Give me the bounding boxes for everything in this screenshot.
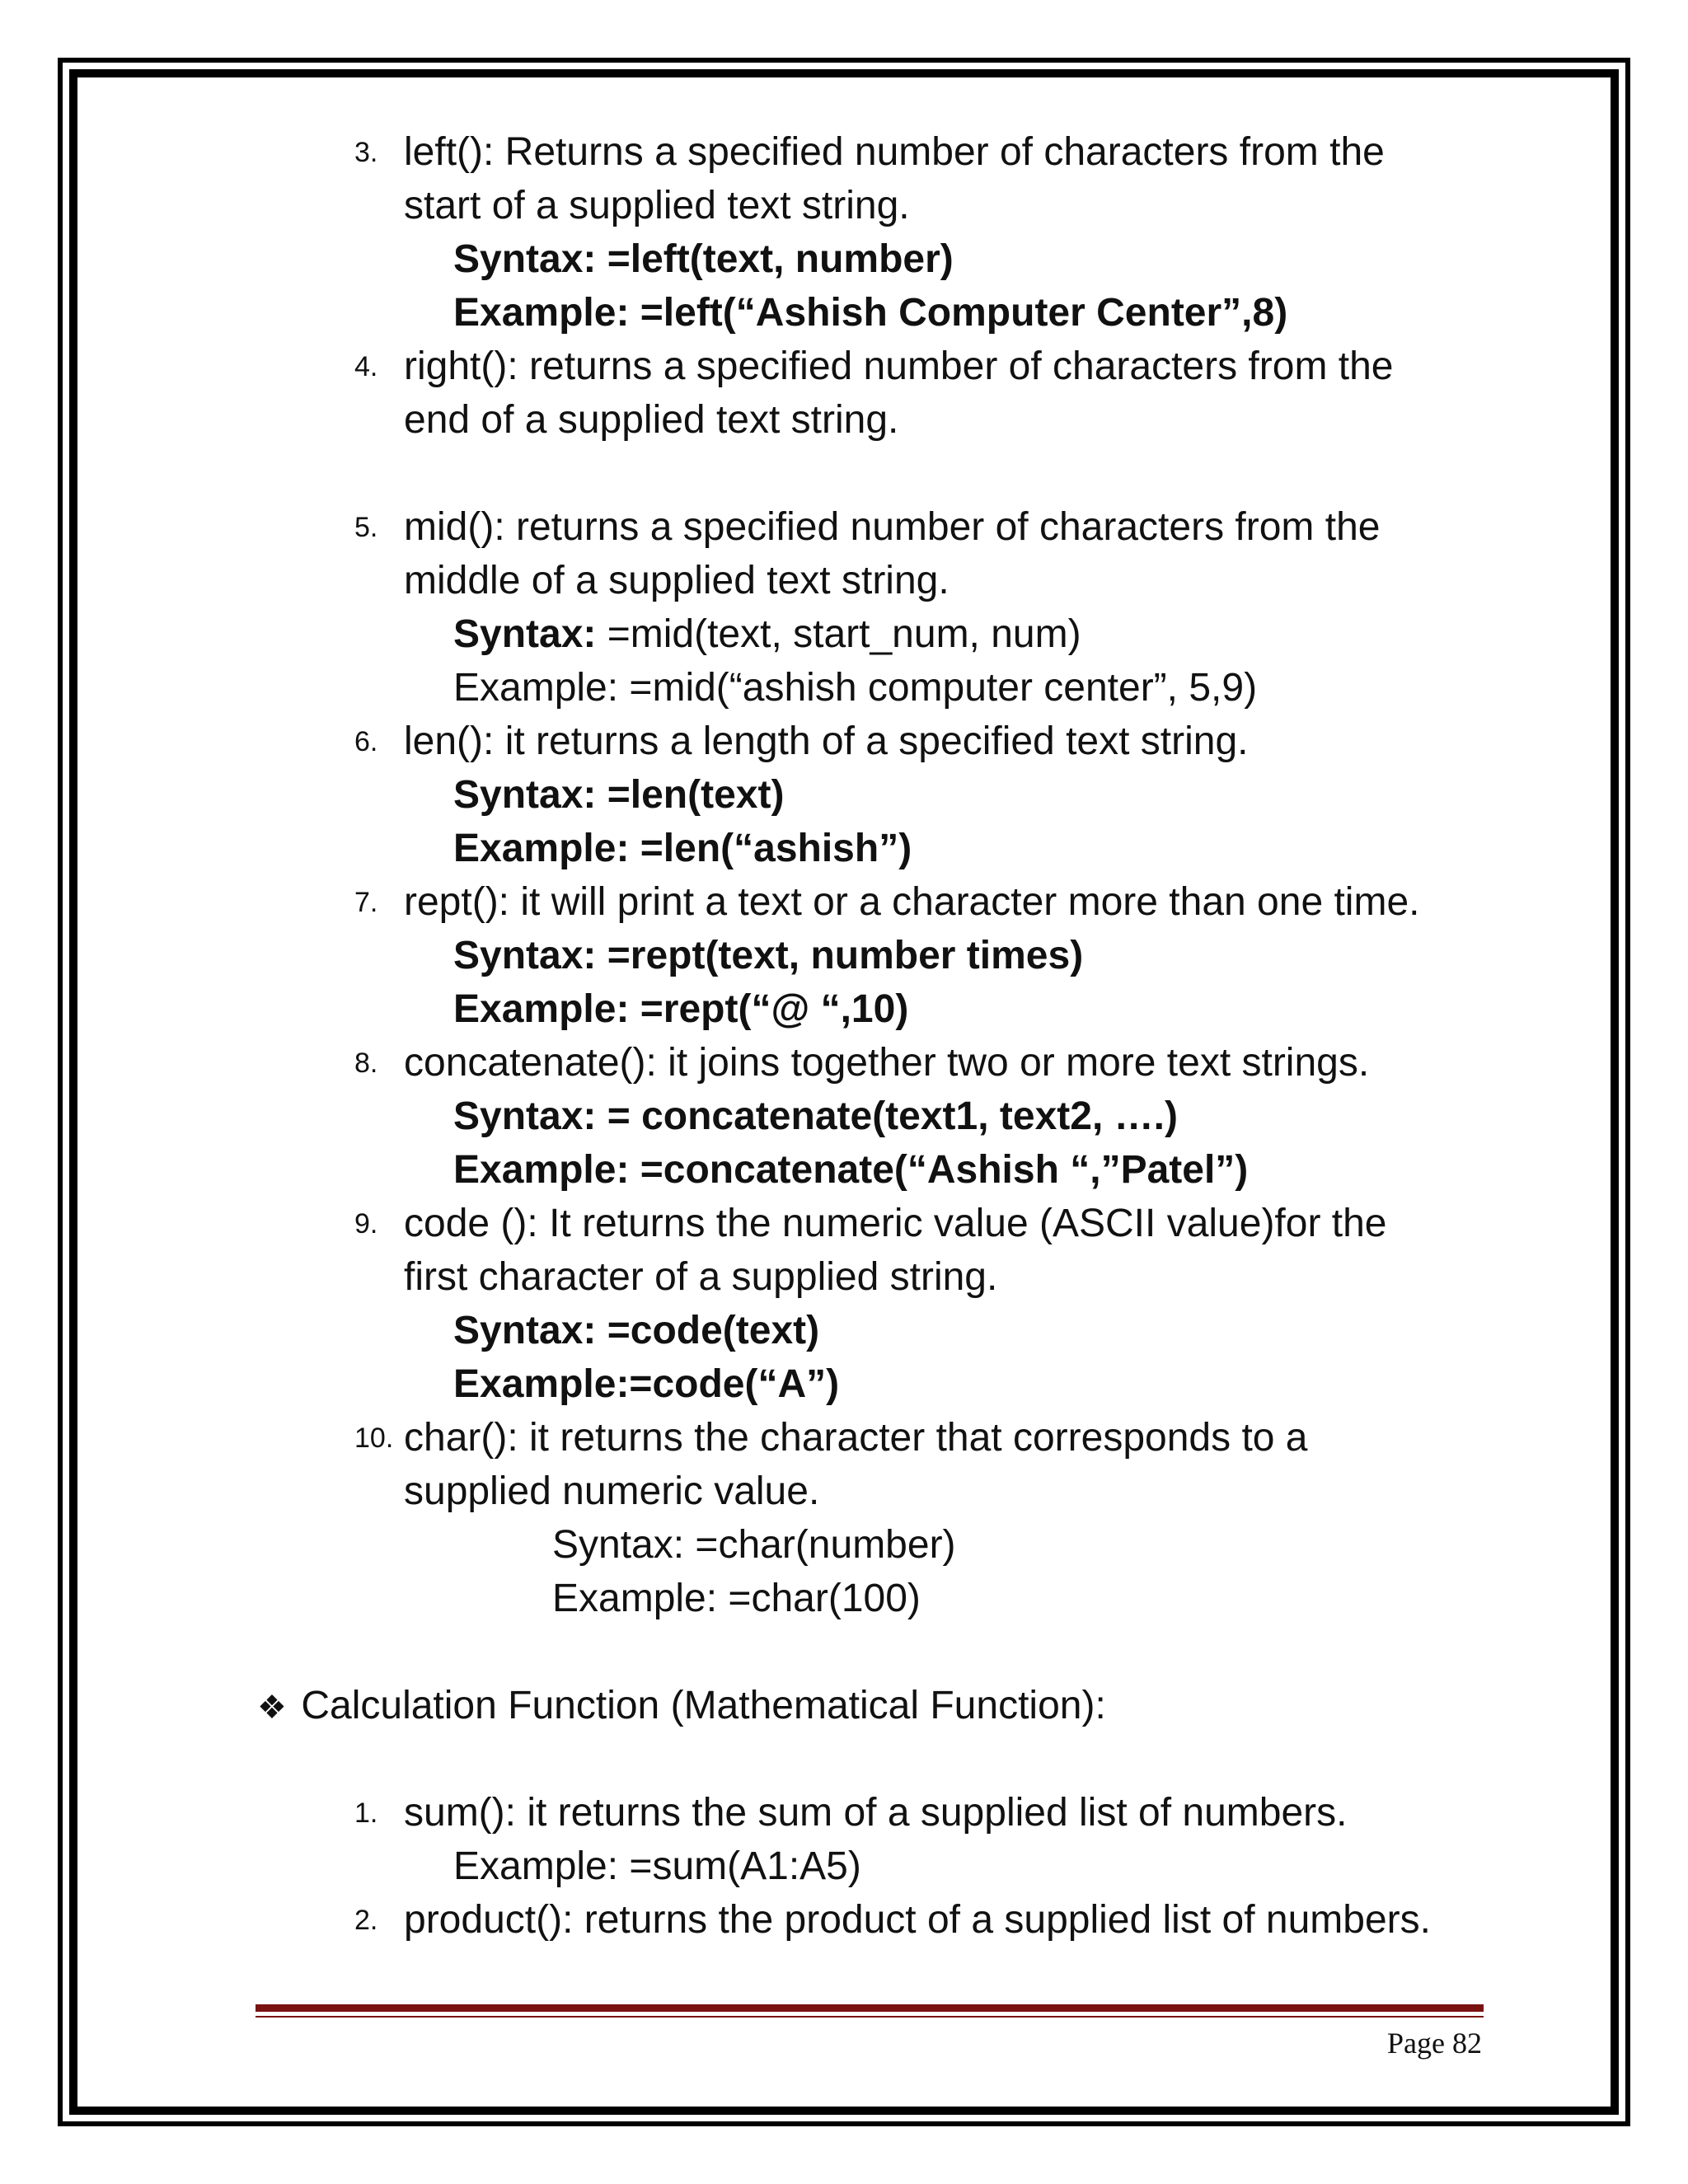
item-description-line: start of a supplied text string. [404,184,910,227]
item-description-line: len(): it returns a length of a specified text string. [404,719,1249,763]
item-description-line: mid(): returns a specified number of characters from the [404,505,1381,549]
list-number: 5. [354,512,378,543]
syntax-line: Syntax: =rept(text, number times) [453,934,1084,977]
example-line: Example: =concatenate(“Ashish “,”Patel”) [453,1148,1249,1192]
syntax-line: Syntax: =code(text) [453,1309,820,1352]
example-line: Example:=code(“A”) [453,1362,840,1406]
diamond-bullet-icon: ❖ [257,1690,287,1726]
item-description-line: first character of a supplied string. [404,1255,998,1299]
example-line: Example: =len(“ashish”) [453,827,912,870]
list-number: 7. [354,887,378,918]
example-line: Example: =mid(“ashish computer center”, 5,9) [453,666,1258,710]
syntax-label: Syntax: [453,612,597,656]
syntax-line: Syntax: =len(text) [453,773,785,817]
list-number: 6. [354,726,378,757]
list-number: 8. [354,1047,378,1079]
syntax-line: Syntax: = concatenate(text1, text2, ….) [453,1094,1178,1138]
syntax-line: Syntax: =char(number) [552,1523,956,1567]
example-line: Example: =char(100) [552,1577,921,1620]
footer-rule [256,2004,1484,2012]
list-number: 10. [354,1422,394,1454]
list-number: 3. [354,137,378,168]
example-line: Example: =sum(A1:A5) [453,1844,861,1888]
section-heading [257,1680,1106,1734]
item-description-line: rept(): it will print a text or a character more than one time. [404,880,1420,924]
item-description-line: concatenate(): it joins together two or more text strings. [404,1041,1370,1085]
list-number: 1. [354,1797,378,1829]
item-description-line: char(): it returns the character that corresponds to a [404,1416,1308,1460]
item-description-line: middle of a supplied text string. [404,559,950,602]
list-number: 2. [354,1905,378,1936]
item-description-line: supplied numeric value. [404,1469,820,1513]
footer-rule-thin [256,2016,1484,2018]
item-description-line: code (): It returns the numeric value (ASCII value)for the [404,1202,1387,1245]
page-number: Page 82 [1387,2027,1482,2060]
syntax-line: Syntax: =left(text, number) [453,237,954,281]
example-line: Example: =rept(“@ “,10) [453,987,909,1031]
item-description-line: sum(): it returns the sum of a supplied list of numbers. [404,1791,1348,1835]
item-description-line: right(): returns a specified number of characters from the [404,344,1394,388]
item-description-line: end of a supplied text string. [404,398,899,442]
list-number: 9. [354,1208,378,1240]
item-description-line: product(): returns the product of a supplied list of numbers. [404,1898,1431,1942]
item-description-line: left(): Returns a specified number of characters from the [404,130,1385,174]
example-line: Example: =left(“Ashish Computer Center”,8) [453,291,1288,335]
list-number: 4. [354,351,378,382]
syntax-value: =mid(text, start_num, num) [596,612,1081,656]
section-heading-text: Calculation Function (Mathematical Function): [301,1684,1106,1727]
syntax-line [453,608,1081,661]
